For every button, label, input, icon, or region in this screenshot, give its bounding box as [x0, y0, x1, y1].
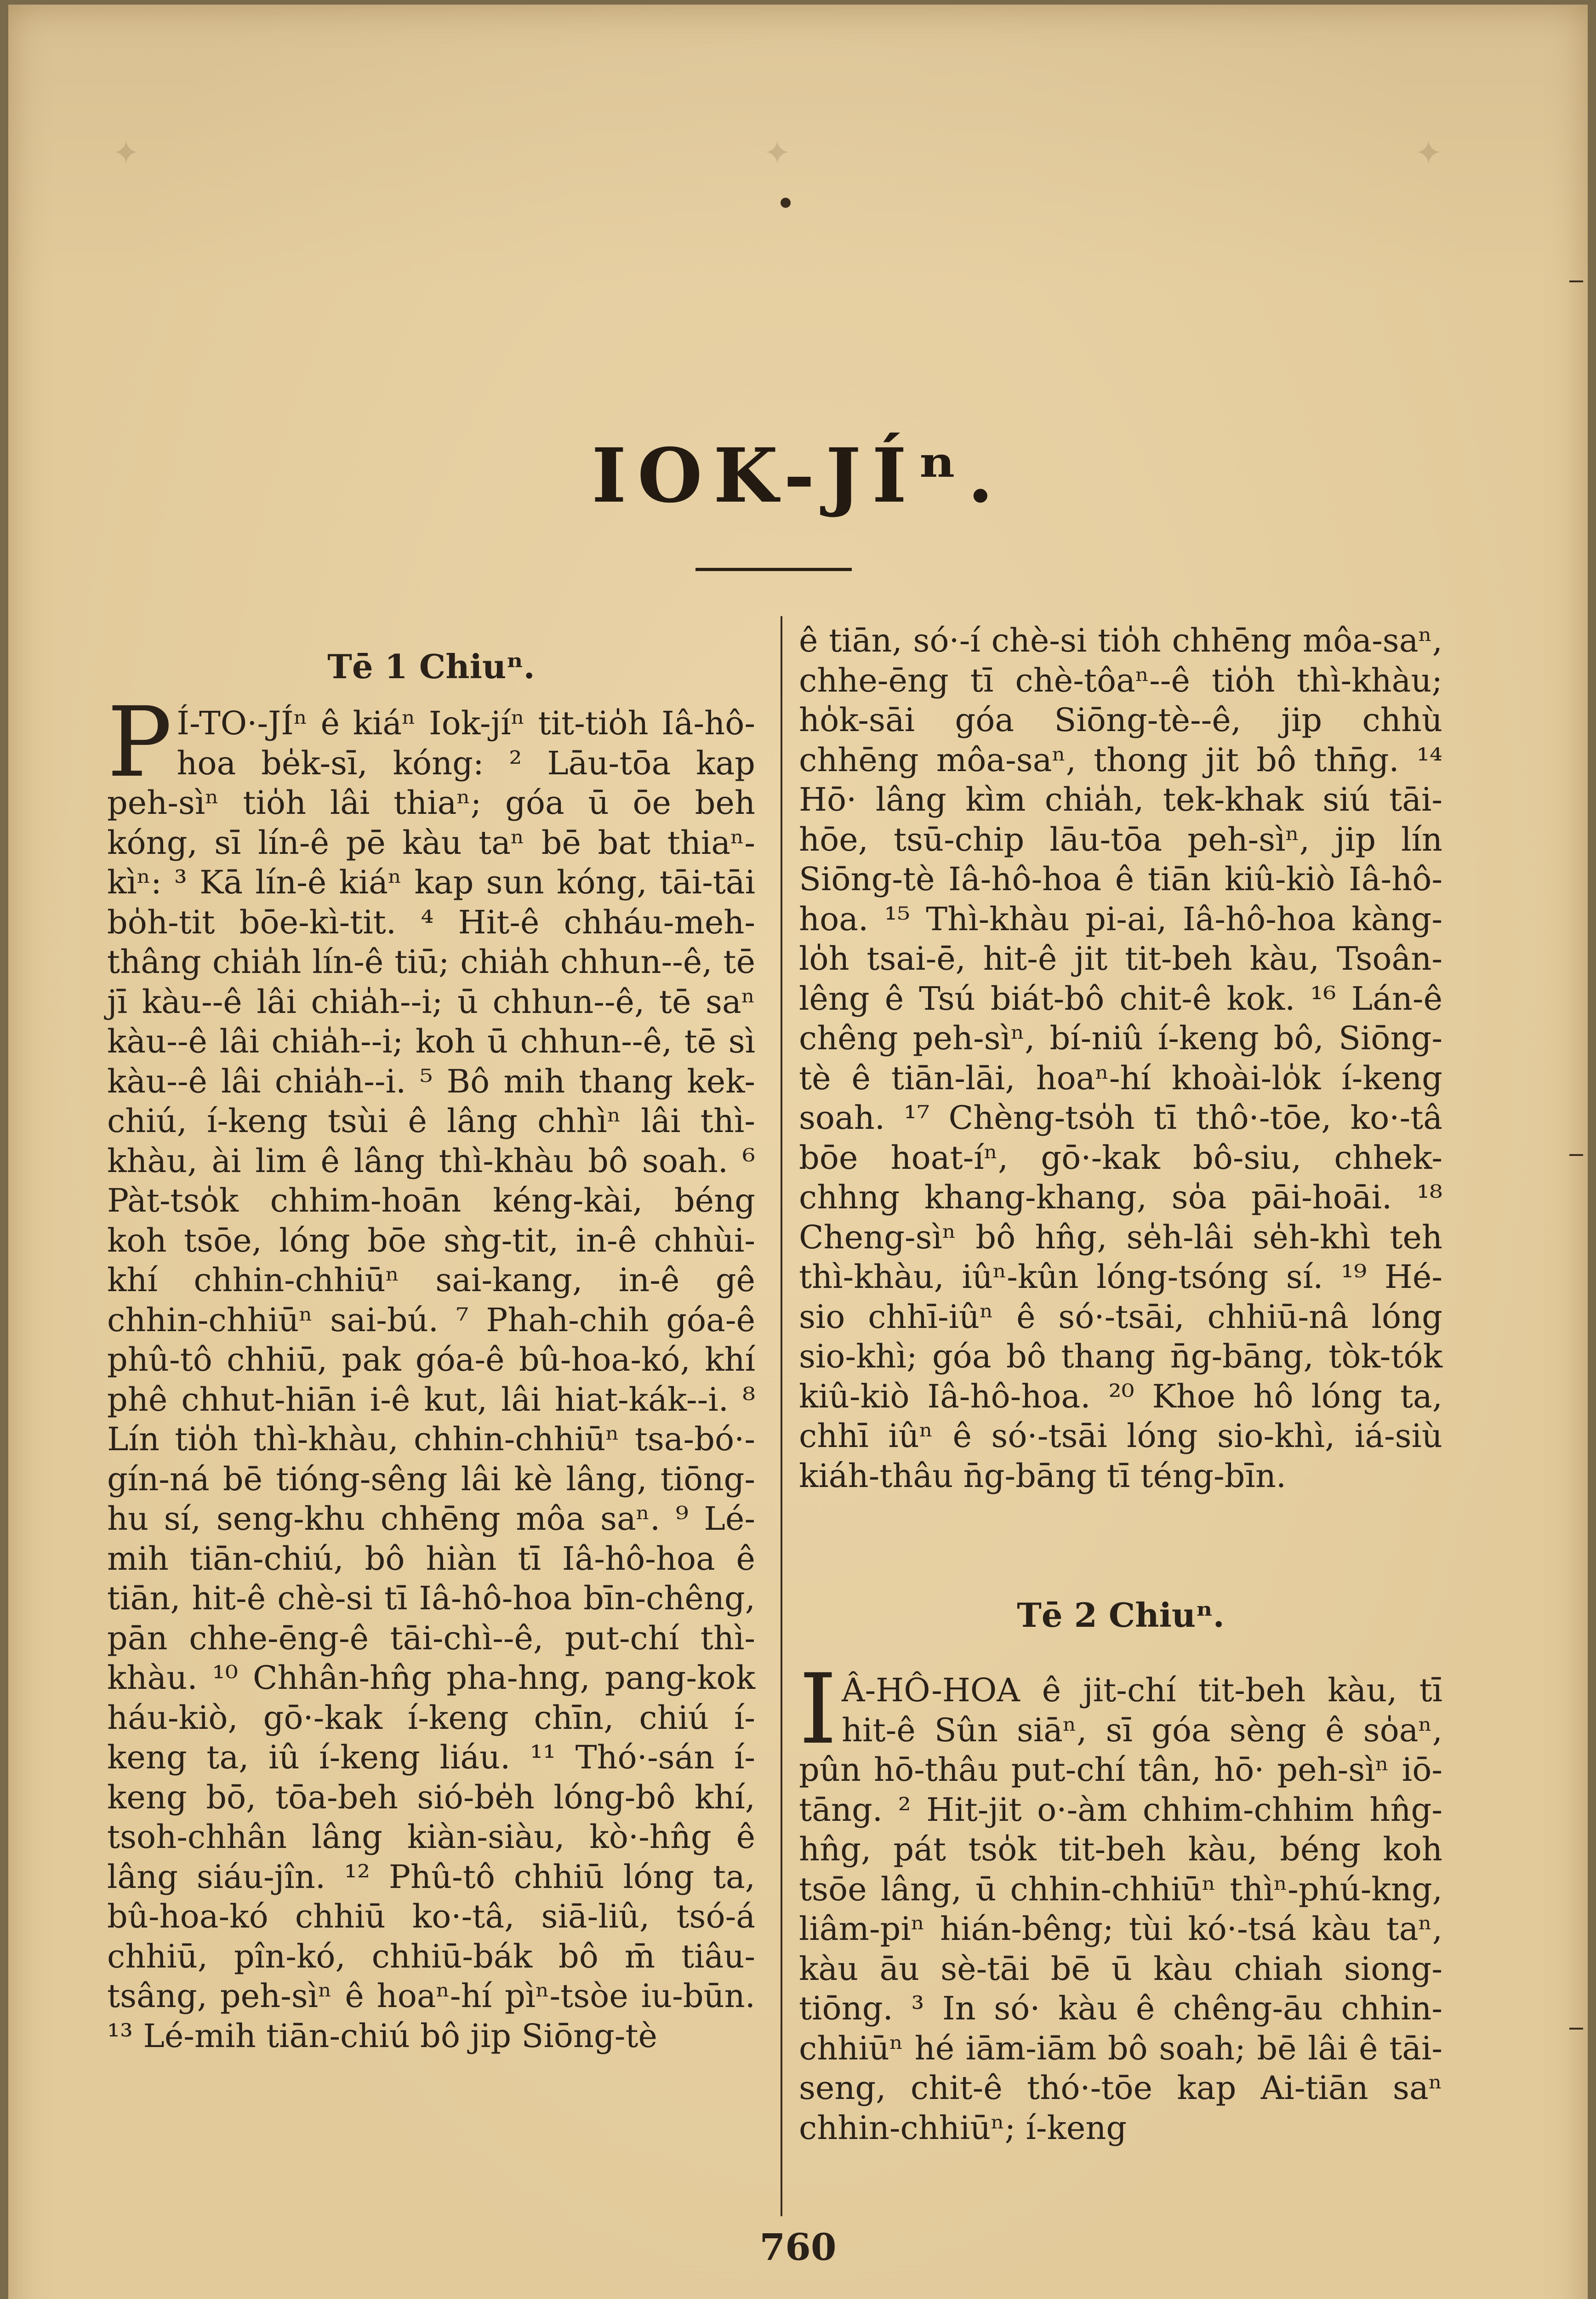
ornament-dot — [781, 198, 791, 208]
title-rule — [695, 568, 852, 571]
edge-mark — [1569, 1154, 1583, 1156]
chapter-1-text — [107, 686, 755, 2056]
edge-mark — [1569, 2028, 1583, 2030]
bleed-through-decoration: ✦ ✦ ✦ — [109, 133, 1442, 172]
column-divider — [781, 616, 782, 2216]
chapter-spacer — [799, 1496, 1442, 1578]
page-title: IOK-JÍⁿ. — [591, 432, 1005, 520]
chapter-2-body: Â-HÔ-HOA ê jit-chí tit-beh kàu, tī hit-ê Sûn siāⁿ, sī góa sèng ê so̍aⁿ, pûn hō-thâu put-chí tân, hō· peh-sìⁿ iō-tāng. ² Hit-jit o·-àm chhim-chhim hn̂g-hn̂g, pát tso̍k tit-beh kàu, béng koh tsōe lâng, ū chhin-chhiūⁿ thìⁿ-phú-kng, liâm-piⁿ hián-bêng; tùi kó·-tsá kàu taⁿ, kàu āu sè-tāi bē ū kàu chiah siong-tiōng. ³ In só· kàu ê chêng-āu chhin-chhiūⁿ hé iām-iām bô soah; bē lâi ê tāi-seng, chit-ê thó·-tōe kap Ai-tiān saⁿ chhin-chhiūⁿ; í-keng — [799, 1671, 1442, 2147]
left-column — [107, 621, 755, 2056]
chapter-1-body: Í-TO·-JÍⁿ ê kiáⁿ Iok-jíⁿ tit-tio̍h Iâ-hô-hoa be̍k-sī, kóng: ² Lāu-tōa kap peh-sìⁿ tio̍h lâi thiaⁿ; góa ū ōe beh kóng, sī lín-ê pē kàu taⁿ bē bat thiaⁿ-kìⁿ: ³ Kā lín-ê kiáⁿ kap sun kóng, tāi-tāi bo̍h-tit bōe-kì-tit. ⁴ Hit-ê chháu-meh-thâng chia̍h lín-ê tiū; chia̍h chhun--ê, tē jī kàu--ê lâi chia̍h--i; ū chhun--ê, tē saⁿ kàu--ê lâi chia̍h--i; koh ū chhun--ê, tē sì kàu--ê lâi chia̍h--i. ⁵ Bô mih thang kek-chiú, í-keng tsùi ê lâng chhìⁿ lâi thì-khàu, ài lim ê lâng thì-khàu bô soah. ⁶ Pàt-tso̍k chhim-hoān kéng-kài, béng koh tsōe, lóng bōe sǹg-tit, in-ê chhùi-khí chhin-chhiūⁿ sai-kang, in-ê gê chhin-chhiūⁿ sai-bú. ⁷ Phah-chih góa-ê phû-tô chhiū, pak góa-ê bû-hoa-kó, khí phê chhut-hiān i-ê kut, lâi hiat-kák--i. ⁸ Lín tio̍h thì-khàu, chhin-chhiūⁿ tsa-bó·-gín-ná bē tióng-sêng lâi kè lâng, tiōng-hu sí, seng-khu chhēng môa saⁿ. ⁹ Lé-mih tiān-chiú, bô hiàn tī Iâ-hô-hoa ê tiān, hit-ê chè-si tī Iâ-hô-hoa bīn-chêng, pān chhe-ēng-ê tāi-chì--ê, put-chí thì-khàu. ¹⁰ Chhân-hn̂g pha-hng, pang-kok háu-kiò, gō·-kak í-keng chīn, chiú í-keng ta, iû í-keng liáu. ¹¹ Thó·-sán í-keng bō, tōa-beh sió-be̍h lóng-bô khí, tsoh-chhân lâng kiàn-siàu, kò·-hn̂g ê lâng siáu-jîn. ¹² Phû-tô chhiū lóng ta, bû-hoa-kó chhiū ko·-tâ, siā-liû, tsó-á chhiū, pîn-kó, chhiū-bák bô m̄ tiâu-tsâng, peh-sìⁿ ê hoaⁿ-hí pìⁿ-tsòe iu-būn. ¹³ Lé-mih tiān-chiú bô jip Siōng-tè — [107, 704, 755, 2055]
edge-mark — [1569, 280, 1583, 282]
book-page — [8, 5, 1588, 2299]
right-column — [799, 621, 1442, 2148]
dropcap-p: P — [107, 686, 172, 799]
chapter-1-continued: ê tiān, só·-í chè-si tio̍h chhēng môa-saⁿ, chhe-ēng tī chè-tôaⁿ--ê tio̍h thì-khàu; ho̍k-sāi góa Siōng-tè--ê, jip chhù chhēng môa-saⁿ, thong jit bô thn̄g. ¹⁴ Hō· lâng kìm chia̍h, tek-khak siú tāi-hōe, tsū-chip lāu-tōa peh-sìⁿ, jip lín Siōng-tè Iâ-hô-hoa ê tiān kiû-kiò Iâ-hô-hoa. ¹⁵ Thì-khàu pi-ai, Iâ-hô-hoa kàng-lo̍h tsai-ē, hit-ê jit tit-beh kàu, Tsoân-lêng ê Tsú biát-bô chit-ê kok. ¹⁶ Lán-ê chêng peh-sìⁿ, bí-niû í-keng bô, Siōng-tè ê tiān-lāi, hoaⁿ-hí khoài-lo̍k í-keng soah. ¹⁷ Chèng-tso̍h tī thô·-tōe, ko·-tâ bōe hoat-íⁿ, gō·-kak bô-siu, chhek-chhng khang-khang, so̍a pāi-hoāi. ¹⁸ Cheng-sìⁿ bô hn̂g, se̍h-lâi se̍h-khì teh thì-khàu, iûⁿ-kûn lóng-tsóng sí. ¹⁹ Hé-sio chhī-iûⁿ ê só·-tsāi, chhiū-nâ lóng sio-khì; góa bô thang n̄g-bāng, tòk-tók kiû-kiò Iâ-hô-hoa. ²⁰ Khoe hô lóng ta, chhī iûⁿ ê só·-tsāi lóng sio-khì, iá-siù kiáh-thâu n̄g-bāng tī téng-bīn. — [799, 622, 1442, 1495]
page-number: 760 — [759, 2225, 837, 2269]
chapter-2-text — [799, 1653, 1442, 2148]
chapter-heading-2: Tē 2 Chiuⁿ. — [1017, 1596, 1225, 1635]
chapter-heading-1: Tē 1 Chiuⁿ. — [327, 647, 535, 686]
dropcap-i: I — [799, 1653, 837, 1766]
